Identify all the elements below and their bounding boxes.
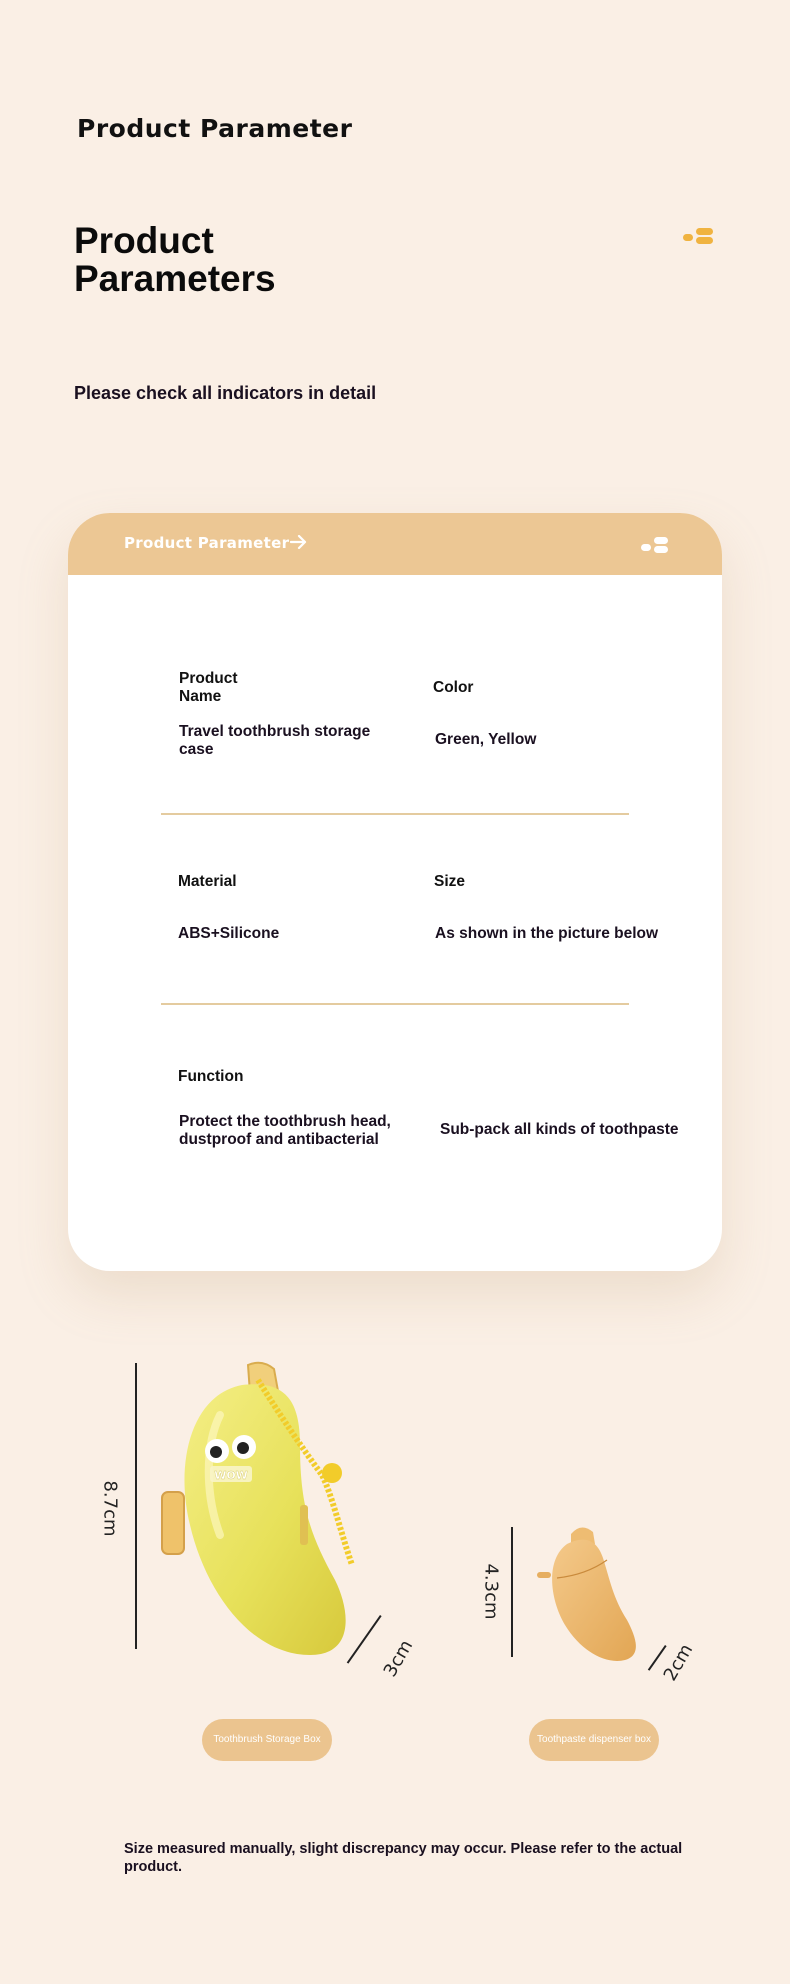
param-value-size: As shown in the picture below (435, 925, 659, 942)
parameter-card (68, 513, 722, 1271)
product-name-badge: Toothbrush Storage Box (202, 1719, 332, 1761)
param-value-material: ABS+Silicone (178, 925, 280, 942)
param-value-color: Green, Yellow (435, 731, 537, 748)
param-label-product-name: Product Name (179, 670, 238, 705)
card-header (68, 513, 722, 575)
param-value-product-name: Travel toothbrush storage case (179, 723, 371, 758)
decorative-dashes-icon (683, 228, 713, 242)
param-value-function: Protect the toothbrush head, dustproof and antibacterial (179, 1113, 391, 1148)
arrow-right-icon (290, 535, 308, 549)
page-subtitle: Please check all indicators in detail (74, 383, 377, 403)
product-name-badge: Toothpaste dispenser box (529, 1719, 659, 1761)
page-top-title: Product Parameter (77, 114, 353, 143)
card-header-label: Product Parameter (124, 534, 290, 552)
height-dimension-label: 8.7cm (99, 1480, 121, 1537)
footer-note: Size measured manually, slight discrepancy may occur. Please refer to the actual product. (124, 1841, 683, 1875)
height-dimension-line (135, 1363, 137, 1649)
page-title: Product Parameters (74, 220, 276, 299)
mango-toothpaste-box-icon (535, 1520, 645, 1670)
height-dimension-label: 4.3cm (480, 1563, 502, 1620)
param-label-color: Color (433, 679, 474, 696)
height-dimension-line (511, 1527, 513, 1657)
depth-dimension-label: 3cm (379, 1636, 418, 1681)
divider (161, 1003, 629, 1005)
param-label-function: Function (178, 1068, 244, 1085)
banana-toothbrush-box-icon (150, 1355, 380, 1665)
decorative-dashes-icon (641, 537, 669, 551)
param-value-function-toothpaste: Sub-pack all kinds of toothpaste (440, 1121, 679, 1138)
wow-badge-text: WOW (214, 1469, 248, 1482)
param-label-size: Size (434, 873, 466, 890)
depth-dimension-label: 2cm (659, 1640, 698, 1685)
divider (161, 813, 629, 815)
param-label-material: Material (178, 873, 237, 890)
